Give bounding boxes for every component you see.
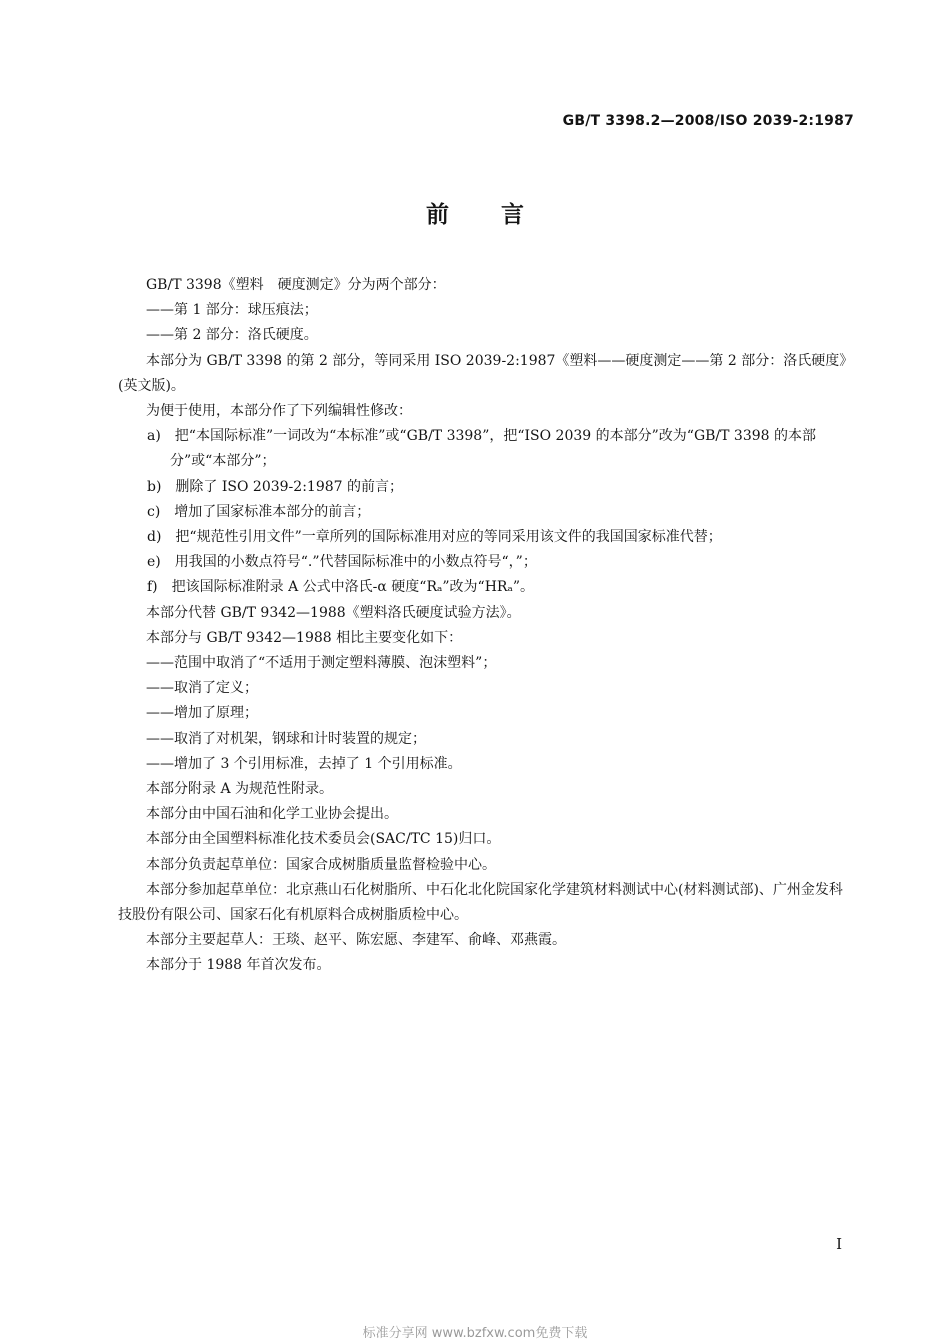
paragraph: 本部分由全国塑料标准化技术委员会(SAC/TC 15)归口。 bbox=[146, 831, 501, 848]
page-title: 前言 bbox=[426, 202, 576, 228]
watermark-text: 标准分享网 www.bzfxw.com免费下载 bbox=[362, 1326, 588, 1341]
paragraph: 本部分附录 A 为规范性附录。 bbox=[146, 781, 334, 798]
paragraph: GB/T 3398《塑料 硬度测定》分为两个部分： bbox=[146, 277, 446, 293]
dash-item: ——增加了 3 个引用标准，去掉了 1 个引用标准。 bbox=[146, 755, 462, 772]
paragraph: 本部分为 GB/T 3398 的第 2 部分，等同采用 ISO 2039-2:1987《塑料——硬度测定——第 2 部分：洛氏硬度》(英文版)。 bbox=[118, 352, 854, 394]
dash-item: ——取消了对机架，钢球和计时装置的规定； bbox=[146, 730, 426, 747]
dash-item: ——第 1 部分：球压痕法； bbox=[146, 302, 318, 319]
page-number: I bbox=[836, 1235, 842, 1253]
paragraph: 为便于使用，本部分作了下列编辑性修改： bbox=[146, 403, 412, 420]
list-item: f) 把该国际标准附录 A 公式中洛氏-α 硬度“Rₐ”改为“HRₐ”。 bbox=[147, 579, 535, 596]
standard-code: GB/T 3398.2—2008/ISO 2039-2:1987 bbox=[562, 113, 854, 129]
dash-item: ——增加了原理； bbox=[146, 705, 258, 722]
dash-item: ——第 2 部分：洛氏硬度。 bbox=[146, 327, 318, 344]
paragraph: 本部分于 1988 年首次发布。 bbox=[146, 957, 331, 974]
paragraph: 本部分参加起草单位：北京燕山石化树脂所、中石化北化院国家化学建筑材料测试中心(材料测试部)、广州金发科技股份有限公司、国家石化有机原料合成树脂质检中心。 bbox=[118, 881, 843, 924]
dash-item: ——范围中取消了“不适用于测定塑料薄膜、泡沫塑料”； bbox=[146, 655, 497, 672]
list-item: a) 把“本国际标准”一词改为“本标准”或“GB/T 3398”，把“ISO 2039 的本部分”改为“GB/T 3398 的本部分”或“本部分”； bbox=[147, 428, 817, 470]
paragraph: 本部分与 GB/T 9342—1988 相比主要变化如下： bbox=[146, 629, 463, 646]
paragraph: 本部分代替 GB/T 9342—1988《塑料洛氏硬度试验方法》。 bbox=[146, 604, 521, 621]
paragraph: 本部分负责起草单位：国家合成树脂质量监督检验中心。 bbox=[146, 856, 496, 873]
list-item: c) 增加了国家标准本部分的前言； bbox=[147, 503, 371, 520]
list-item: b) 删除了 ISO 2039-2:1987 的前言； bbox=[147, 478, 403, 495]
dash-item: ——取消了定义； bbox=[146, 680, 258, 697]
paragraph: 本部分由中国石油和化学工业协会提出。 bbox=[146, 806, 398, 823]
list-item: e) 用我国的小数点符号“.”代替国际标准中的小数点符号“，”； bbox=[147, 554, 537, 571]
foreword-body bbox=[118, 273, 855, 979]
paragraph: 本部分主要起草人：王琰、赵平、陈宏愿、李建军、俞峰、邓燕霞。 bbox=[146, 932, 566, 949]
list-item: d) 把“规范性引用文件”一章所列的国际标准用对应的等同采用该文件的我国国家标准代替； bbox=[147, 529, 722, 546]
